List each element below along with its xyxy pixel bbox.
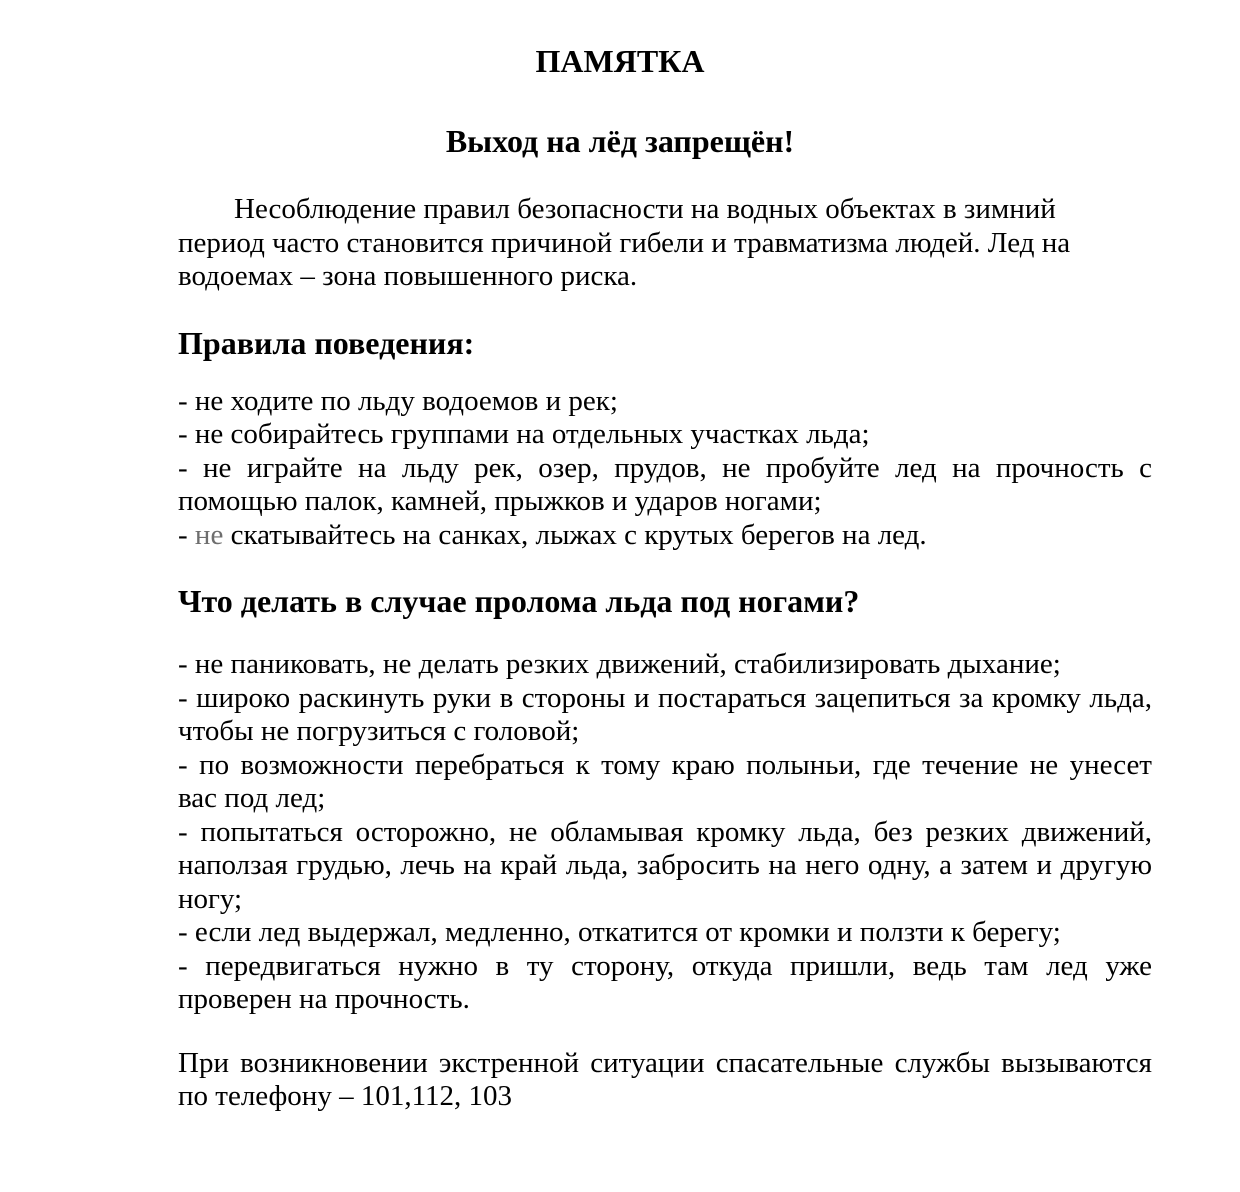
list-item-line: - не ходите по льду водоемов и рек; [178, 384, 618, 417]
list-item-line: - по возможности перебраться к тому краю полыньи, где течение не унесет [178, 748, 1152, 781]
ice-break-list [178, 648, 1152, 1017]
emergency-phone-line: по телефону – 101,112, 103 [178, 1080, 512, 1112]
list-item-line: ногу; [178, 882, 243, 915]
list-item [178, 950, 1152, 1017]
list-item [178, 519, 1152, 553]
list-item-line: - не собирайтесь группами на отдельных участках льда; [178, 418, 870, 450]
emergency-info [178, 1047, 1152, 1114]
intro-paragraph [178, 193, 1152, 294]
list-item-line: помощью палок, камней, прыжков и ударов ногами; [178, 485, 822, 517]
intro-line: водоемах – зона повышенного риска. [178, 260, 638, 292]
list-item-text: скатывайтесь на санках, лыжах с крутых берегов на лед. [223, 518, 927, 551]
list-item [178, 385, 1152, 419]
list-item-line [178, 519, 1152, 553]
list-item [178, 682, 1152, 749]
section-heading-ice-break: Что делать в случае пролома льда под ногами? [178, 583, 860, 619]
list-item [178, 749, 1152, 816]
document-subtitle: Выход на лёд запрещён! [445, 123, 795, 159]
list-item-line: - широко раскинуть руки в стороны и постараться зацепиться за кромку льда, [178, 681, 1152, 714]
list-item-line: вас под лед; [178, 782, 326, 814]
list-item [178, 648, 1152, 682]
list-item-line: наползая грудью, лечь на край льда, забросить на него одну, а затем и другую [178, 849, 1152, 881]
intro-line: период часто становится причиной гибели и травматизма людей. Лед на [178, 226, 1071, 259]
list-item [178, 452, 1152, 519]
list-item-line: - не играйте на льду рек, озер, прудов, не пробуйте лед на прочность с [178, 451, 1152, 484]
emergency-line: При возникновении экстренной ситуации спасательные службы вызываются [178, 1046, 1152, 1079]
list-item-line: проверен на прочность. [178, 983, 470, 1015]
muted-word: не [194, 518, 224, 551]
list-item-line: - попытаться осторожно, не обламывая кромку льда, без резких движений, [178, 815, 1152, 848]
list-item-dash: - [178, 518, 195, 551]
list-item-line: - если лед выдержал, медленно, откатится от кромки и ползти к берегу; [178, 916, 1061, 948]
list-item-line: - передвигаться нужно в ту сторону, откуда пришли, ведь там лед уже [178, 949, 1152, 982]
intro-line: Несоблюдение правил безопасности на водных объектах в зимний [234, 193, 1056, 225]
list-item [178, 418, 1152, 452]
rules-list [178, 385, 1152, 553]
list-item [178, 816, 1152, 917]
list-item-line: чтобы не погрузиться с головой; [178, 715, 580, 747]
list-item [178, 916, 1152, 950]
list-item-line: - не паниковать, не делать резких движений, стабилизировать дыхание; [178, 648, 1061, 680]
document-title: ПАМЯТКА [535, 43, 705, 79]
section-heading-rules: Правила поведения: [178, 324, 475, 361]
